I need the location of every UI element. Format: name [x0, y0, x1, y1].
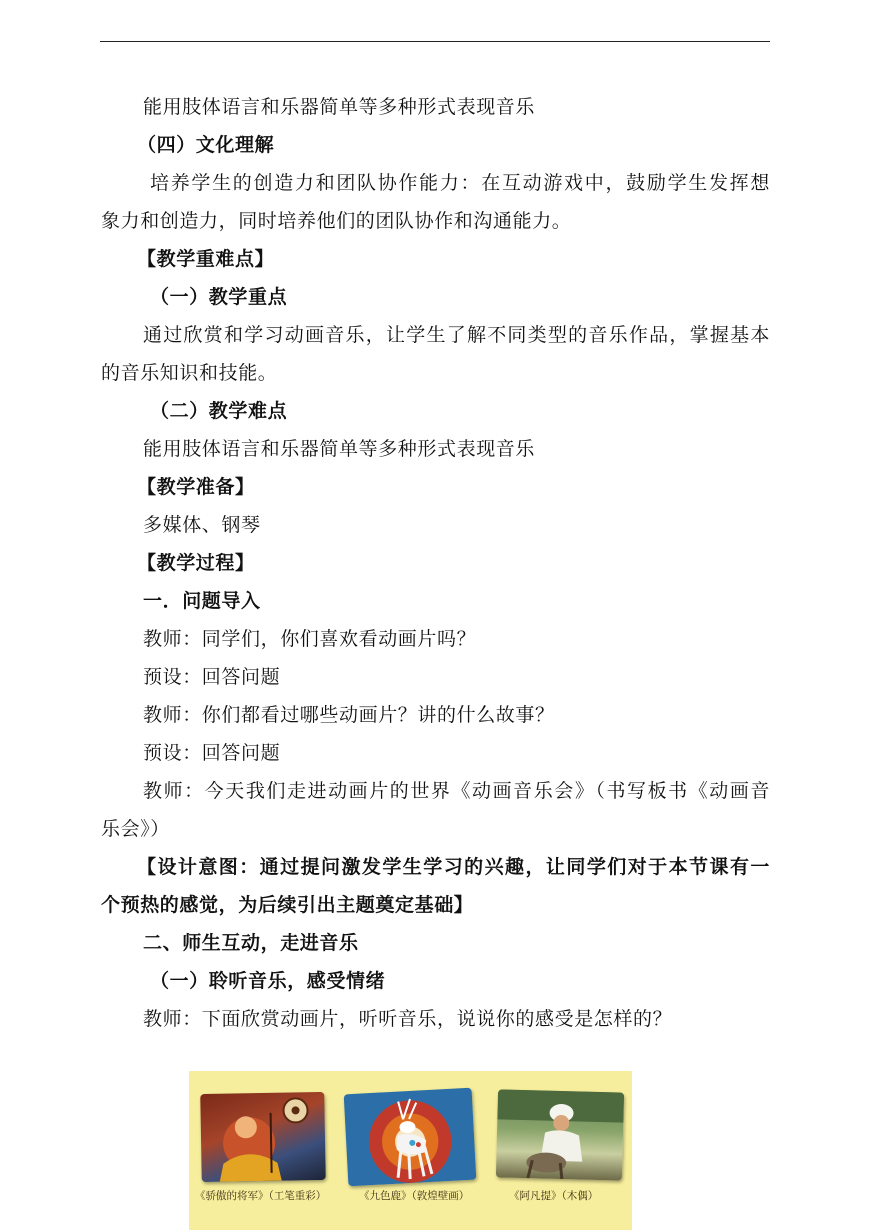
section-heading: 【教学准备】	[137, 476, 255, 498]
dialogue-line: 预设：回答问题	[143, 666, 281, 688]
header-rule	[100, 41, 770, 42]
section-heading: 【教学重难点】	[137, 248, 275, 270]
section-heading: 【教学过程】	[137, 552, 255, 574]
dialogue-line: 乐会》）	[101, 818, 170, 840]
text-line: 培养学生的创造力和团队协作能力：在互动游戏中，鼓励学生发挥想	[150, 172, 770, 194]
dialogue-line: 教师：同学们，你们喜欢看动画片吗？	[143, 628, 477, 650]
section-heading: 二、师生互动，走进音乐	[143, 932, 359, 954]
sub-heading: （一）教学重点	[150, 286, 288, 308]
dialogue-line: 教师：今天我们走进动画片的世界《动画音乐会》（书写板书《动画音	[143, 780, 770, 802]
design-intent: 【设计意图：通过提问激发学生学习的兴趣，让同学们对于本节课有一	[137, 856, 770, 878]
caption-proud-general: 《骄傲的将军》（工笔重彩）	[195, 1190, 327, 1202]
text-line: 能用肢体语言和乐器简单等多种形式表现音乐	[143, 438, 536, 460]
dialogue-line: 教师：下面欣赏动画片，听听音乐，说说你的感受是怎样的？	[143, 1008, 673, 1030]
design-intent: 个预热的感觉，为后续引出主题奠定基础】	[101, 894, 474, 916]
text-line: 多媒体、钢琴	[143, 514, 261, 536]
image-afanti	[496, 1089, 624, 1180]
caption-nine-colored-deer: 《九色鹿》（敦煌壁画）	[359, 1190, 470, 1202]
dialogue-line: 教师：你们都看过哪些动画片？讲的什么故事？	[143, 704, 555, 726]
text-line: 的音乐知识和技能。	[101, 362, 278, 384]
caption-afanti: 《阿凡提》（木偶）	[509, 1190, 599, 1202]
image-nine-colored-deer	[344, 1088, 477, 1187]
sub-heading: （二）教学难点	[150, 400, 288, 422]
sub-heading: 一．问题导入	[143, 590, 261, 612]
text-line: 能用肢体语言和乐器简单等多种形式表现音乐	[143, 96, 536, 118]
text-line: 通过欣赏和学习动画音乐，让学生了解不同类型的音乐作品，掌握基本	[143, 324, 770, 346]
sub-heading: （一）聆听音乐，感受情绪	[150, 970, 386, 992]
dialogue-line: 预设：回答问题	[143, 742, 281, 764]
text-line: 象力和创造力，同时培养他们的团队协作和沟通能力。	[101, 210, 572, 232]
section-heading: （四）文化理解	[137, 134, 275, 156]
image-proud-general	[200, 1092, 326, 1182]
animation-figure	[189, 1071, 632, 1230]
